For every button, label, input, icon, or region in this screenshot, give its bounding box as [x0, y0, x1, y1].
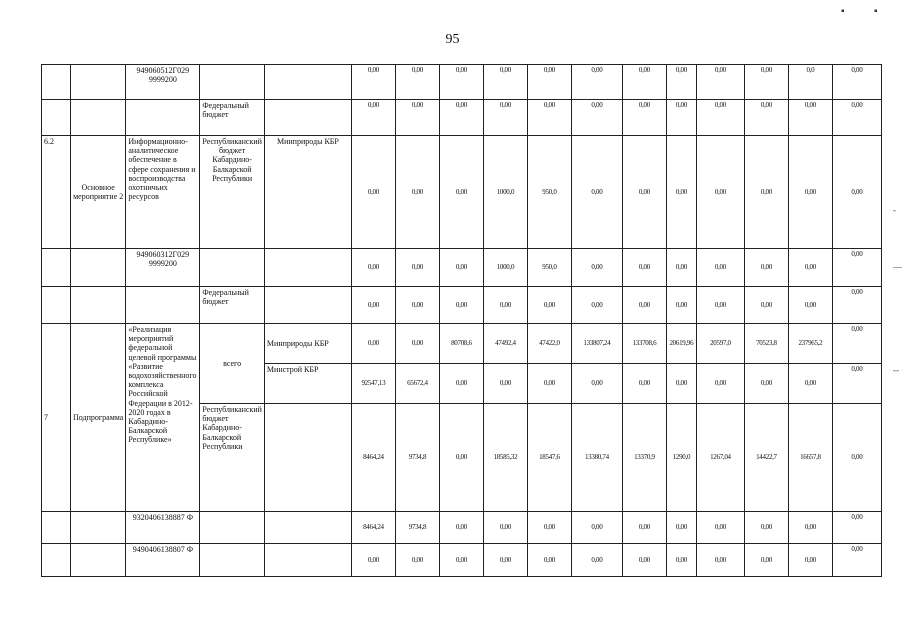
value-cell: 9734,8	[395, 404, 439, 512]
value-cell: 0,00	[788, 512, 832, 544]
value-cell: 0,00	[696, 65, 744, 100]
cell-status: Подпрограмма	[71, 324, 126, 512]
value-cell: 1000,0	[483, 249, 527, 287]
value-cell: 950,0	[527, 249, 571, 287]
value-cell: 0,00	[788, 364, 832, 404]
value-cell: 0,00	[351, 136, 395, 249]
table-row	[42, 100, 882, 136]
value-cell: 0,00	[483, 364, 527, 404]
value-cell: 0,00	[571, 364, 622, 404]
value-cell: 0,00	[622, 136, 666, 249]
value-cell: 18547,6	[527, 404, 571, 512]
value-cell: 237965,2	[788, 324, 832, 364]
value-cell: 0,00	[351, 544, 395, 577]
value-cell: 0,00	[571, 287, 622, 324]
value-cell: 0,0	[788, 65, 832, 100]
value-cell: 0,00	[483, 512, 527, 544]
value-cell: 0,00	[351, 324, 395, 364]
cell-source: всего	[200, 324, 265, 404]
value-cell: 1290,0	[666, 404, 696, 512]
value-cell: 0,00	[696, 544, 744, 577]
value-cell: 0,00	[439, 249, 483, 287]
cell-executor	[264, 512, 351, 544]
cell-source	[200, 65, 265, 100]
value-cell: 0,00	[788, 544, 832, 577]
cell-source	[200, 544, 265, 577]
cell-code: 949060312Г029 9999200	[126, 249, 200, 287]
value-cell: 133807,24	[571, 324, 622, 364]
edge-mark: —	[893, 262, 902, 272]
value-cell: 80708,6	[439, 324, 483, 364]
cell-number: 7	[42, 324, 71, 512]
cell-executor: Минстрой КБР	[264, 364, 351, 404]
value-cell: 0,00	[351, 287, 395, 324]
value-cell: 0,00	[395, 287, 439, 324]
value-cell: 0,00	[666, 512, 696, 544]
value-cell: 0,00	[351, 100, 395, 136]
value-cell: 0,00	[571, 65, 622, 100]
value-cell: 0,00	[439, 65, 483, 100]
edge-mark: -	[893, 205, 896, 215]
cell-executor	[264, 404, 351, 512]
value-cell: 0,00	[832, 512, 881, 544]
value-cell: 0,00	[832, 287, 881, 324]
value-cell: 0,00	[788, 136, 832, 249]
value-cell: 0,00	[527, 287, 571, 324]
value-cell: 0,00	[622, 364, 666, 404]
value-cell: 0,00	[744, 544, 788, 577]
value-cell: 47492,4	[483, 324, 527, 364]
value-cell: 47422,0	[527, 324, 571, 364]
value-cell: 0,00	[439, 100, 483, 136]
cell-executor: Минприроды КБР	[264, 324, 351, 364]
value-cell: 0,00	[832, 100, 881, 136]
cell-source: Федеральный бюджет	[200, 100, 265, 136]
value-cell: 0,00	[696, 364, 744, 404]
value-cell: 13380,74	[571, 404, 622, 512]
value-cell: 0,00	[666, 65, 696, 100]
cell-status	[71, 65, 126, 100]
value-cell: 0,00	[744, 249, 788, 287]
value-cell: 0,00	[788, 249, 832, 287]
value-cell: 0,00	[622, 249, 666, 287]
value-cell: 0,00	[439, 136, 483, 249]
value-cell: 0,00	[351, 65, 395, 100]
cell-number: 6.2	[42, 136, 71, 249]
table-row	[42, 287, 882, 324]
value-cell: 0,00	[483, 65, 527, 100]
value-cell: 1267,04	[696, 404, 744, 512]
value-cell: 0,00	[622, 287, 666, 324]
value-cell: 0,00	[483, 544, 527, 577]
cell-status	[71, 287, 126, 324]
cell-number	[42, 287, 71, 324]
cell-source	[200, 249, 265, 287]
value-cell: 0,00	[483, 100, 527, 136]
value-cell: 20619,96	[666, 324, 696, 364]
cell-code	[126, 287, 200, 324]
cell-title: «Реализация мероприятий федеральной целевой программы «Развитие водохозяйственного комплекса Российской Федерации в 2012-2020 годах в Кабардино-Балкарской Республике»	[126, 324, 200, 512]
cell-executor	[264, 287, 351, 324]
cell-executor	[264, 249, 351, 287]
cell-code: 9490406138807 Ф	[126, 544, 200, 577]
value-cell: 20597,0	[696, 324, 744, 364]
cell-executor	[264, 544, 351, 577]
value-cell: 0,00	[696, 287, 744, 324]
value-cell: 0,00	[666, 100, 696, 136]
page-number: 95	[445, 32, 460, 47]
value-cell: 0,00	[395, 249, 439, 287]
value-cell: 8464,24	[351, 512, 395, 544]
value-cell: 0,00	[666, 364, 696, 404]
value-cell: 0,00	[744, 136, 788, 249]
scan-mark: ▪	[874, 6, 878, 17]
value-cell: 0,00	[439, 512, 483, 544]
value-cell: 8464,24	[351, 404, 395, 512]
cell-status: Основное мероприятие 2	[71, 136, 126, 249]
cell-number	[42, 65, 71, 100]
value-cell: 0,00	[527, 544, 571, 577]
value-cell: 0,00	[351, 249, 395, 287]
value-cell: 0,00	[788, 287, 832, 324]
table-row	[42, 512, 882, 544]
value-cell: 0,00	[744, 512, 788, 544]
value-cell: 70523,8	[744, 324, 788, 364]
cell-status	[71, 249, 126, 287]
value-cell: 0,00	[696, 512, 744, 544]
value-cell: 16657,8	[788, 404, 832, 512]
edge-mark: --	[893, 365, 899, 375]
value-cell: 0,00	[395, 136, 439, 249]
cell-code: 949060512Г029 9999200	[126, 65, 200, 100]
value-cell: 9734,8	[395, 512, 439, 544]
cell-source: Федеральный бюджет	[200, 287, 265, 324]
value-cell: 0,00	[571, 249, 622, 287]
cell-code: 9320406138887 Ф	[126, 512, 200, 544]
value-cell: 0,00	[439, 364, 483, 404]
value-cell: 0,00	[439, 404, 483, 512]
cell-title: Информационно-аналитическое обеспечение в сфере сохранения и воспроизводства охотничьих ресурсов	[126, 136, 200, 249]
value-cell: 0,00	[666, 544, 696, 577]
cell-code	[126, 100, 200, 136]
cell-number	[42, 100, 71, 136]
table-row	[42, 544, 882, 577]
value-cell: 0,00	[744, 287, 788, 324]
value-cell: 0,00	[696, 100, 744, 136]
value-cell: 0,00	[395, 544, 439, 577]
value-cell: 0,00	[439, 544, 483, 577]
value-cell: 0,00	[571, 136, 622, 249]
value-cell: 18585,32	[483, 404, 527, 512]
cell-status	[71, 100, 126, 136]
value-cell: 92547,13	[351, 364, 395, 404]
value-cell: 0,00	[744, 65, 788, 100]
value-cell: 0,00	[666, 249, 696, 287]
value-cell: 1000,0	[483, 136, 527, 249]
value-cell: 0,00	[527, 364, 571, 404]
cell-executor	[264, 100, 351, 136]
value-cell: 65672,4	[395, 364, 439, 404]
value-cell: 0,00	[527, 100, 571, 136]
value-cell: 0,00	[696, 136, 744, 249]
value-cell: 0,00	[832, 65, 881, 100]
value-cell: 0,00	[832, 324, 881, 364]
scan-mark: ▪	[841, 6, 845, 17]
value-cell: 0,00	[744, 364, 788, 404]
value-cell: 0,00	[666, 287, 696, 324]
value-cell: 0,00	[439, 287, 483, 324]
cell-executor: Минприроды КБР	[264, 136, 351, 249]
value-cell: 0,00	[832, 544, 881, 577]
value-cell: 14422,7	[744, 404, 788, 512]
table-row	[42, 324, 882, 364]
table-row	[42, 249, 882, 287]
value-cell: 0,00	[832, 364, 881, 404]
value-cell: 0,00	[622, 100, 666, 136]
value-cell: 0,00	[622, 65, 666, 100]
value-cell: 0,00	[527, 65, 571, 100]
value-cell: 133708,6	[622, 324, 666, 364]
cell-source: Республиканский бюджет Кабардино-Балкарской Республики	[200, 404, 265, 512]
value-cell: 0,00	[395, 100, 439, 136]
cell-source: Республиканский бюджет Кабардино-Балкарской Республики	[200, 136, 265, 249]
value-cell: 0,00	[744, 100, 788, 136]
table-row	[42, 136, 882, 249]
value-cell: 0,00	[832, 404, 881, 512]
value-cell: 0,00	[483, 287, 527, 324]
cell-status	[71, 544, 126, 577]
value-cell: 0,00	[666, 136, 696, 249]
value-cell: 0,00	[395, 324, 439, 364]
value-cell: 0,00	[788, 100, 832, 136]
budget-table	[41, 64, 882, 577]
table-row	[42, 65, 882, 100]
value-cell: 950,0	[527, 136, 571, 249]
cell-number	[42, 544, 71, 577]
value-cell: 0,00	[571, 100, 622, 136]
value-cell: 0,00	[571, 544, 622, 577]
value-cell: 13370,9	[622, 404, 666, 512]
value-cell: 0,00	[622, 544, 666, 577]
value-cell: 0,00	[696, 249, 744, 287]
cell-status	[71, 512, 126, 544]
value-cell: 0,00	[832, 136, 881, 249]
value-cell: 0,00	[832, 249, 881, 287]
cell-executor	[264, 65, 351, 100]
value-cell: 0,00	[527, 512, 571, 544]
cell-number	[42, 512, 71, 544]
cell-source	[200, 512, 265, 544]
value-cell: 0,00	[395, 65, 439, 100]
value-cell: 0,00	[622, 512, 666, 544]
cell-number	[42, 249, 71, 287]
value-cell: 0,00	[571, 512, 622, 544]
